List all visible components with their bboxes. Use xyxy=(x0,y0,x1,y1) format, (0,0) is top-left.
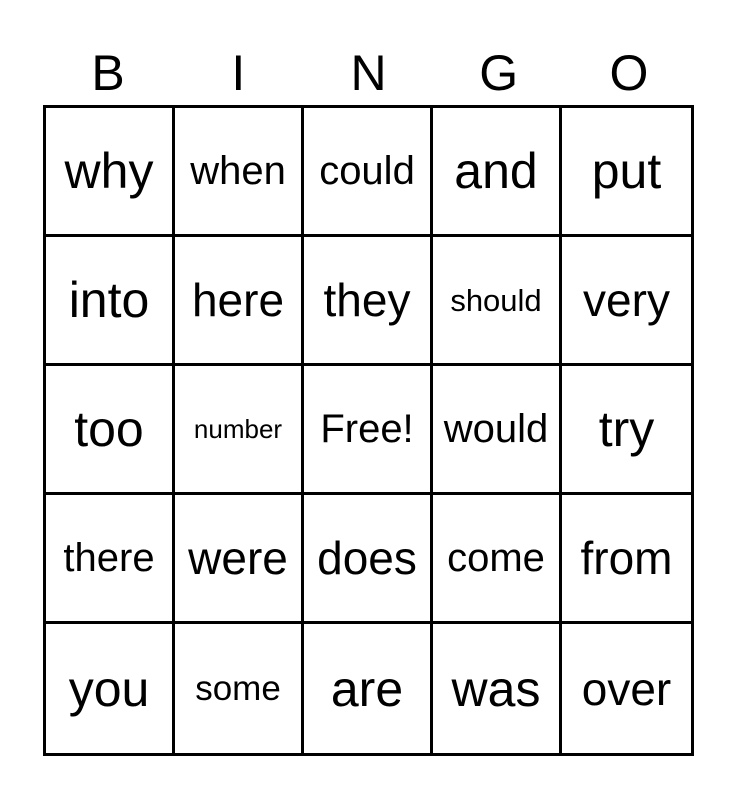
bingo-header xyxy=(43,44,694,102)
bingo-cell: too xyxy=(46,366,175,495)
bingo-cell: over xyxy=(581,662,672,715)
bingo-cell: why xyxy=(46,108,175,237)
bingo-cell: would xyxy=(433,366,562,495)
bingo-cell: are xyxy=(304,624,433,753)
bingo-cell: here xyxy=(175,237,304,366)
header-letter-i: I xyxy=(231,45,246,101)
bingo-cell: and xyxy=(433,108,562,237)
bingo-board xyxy=(43,105,694,756)
bingo-cell: come xyxy=(433,495,562,624)
header-letter-n: N xyxy=(350,45,387,101)
bingo-cell: from xyxy=(562,495,691,624)
header-letter-o: O xyxy=(609,45,649,101)
bingo-cell: was xyxy=(433,624,562,753)
bingo-cell: could xyxy=(304,108,433,237)
bingo-cell: try xyxy=(562,366,691,495)
bingo-cell: does xyxy=(304,495,433,624)
header-letter-g: G xyxy=(479,45,519,101)
header-letter-b: B xyxy=(91,45,125,101)
bingo-cell: should xyxy=(433,237,562,366)
bingo-cell: put xyxy=(562,108,691,237)
bingo-cell: there xyxy=(46,495,175,624)
bingo-cell: were xyxy=(175,495,304,624)
bingo-cell: some xyxy=(175,624,304,753)
bingo-cell: into xyxy=(46,237,175,366)
bingo-cell: you xyxy=(46,624,175,753)
bingo-cell: very xyxy=(562,237,691,366)
free-space-cell: Free! xyxy=(304,366,433,495)
bingo-cell: when xyxy=(175,108,304,237)
bingo-cell: they xyxy=(304,237,433,366)
bingo-cell: number xyxy=(175,366,304,495)
